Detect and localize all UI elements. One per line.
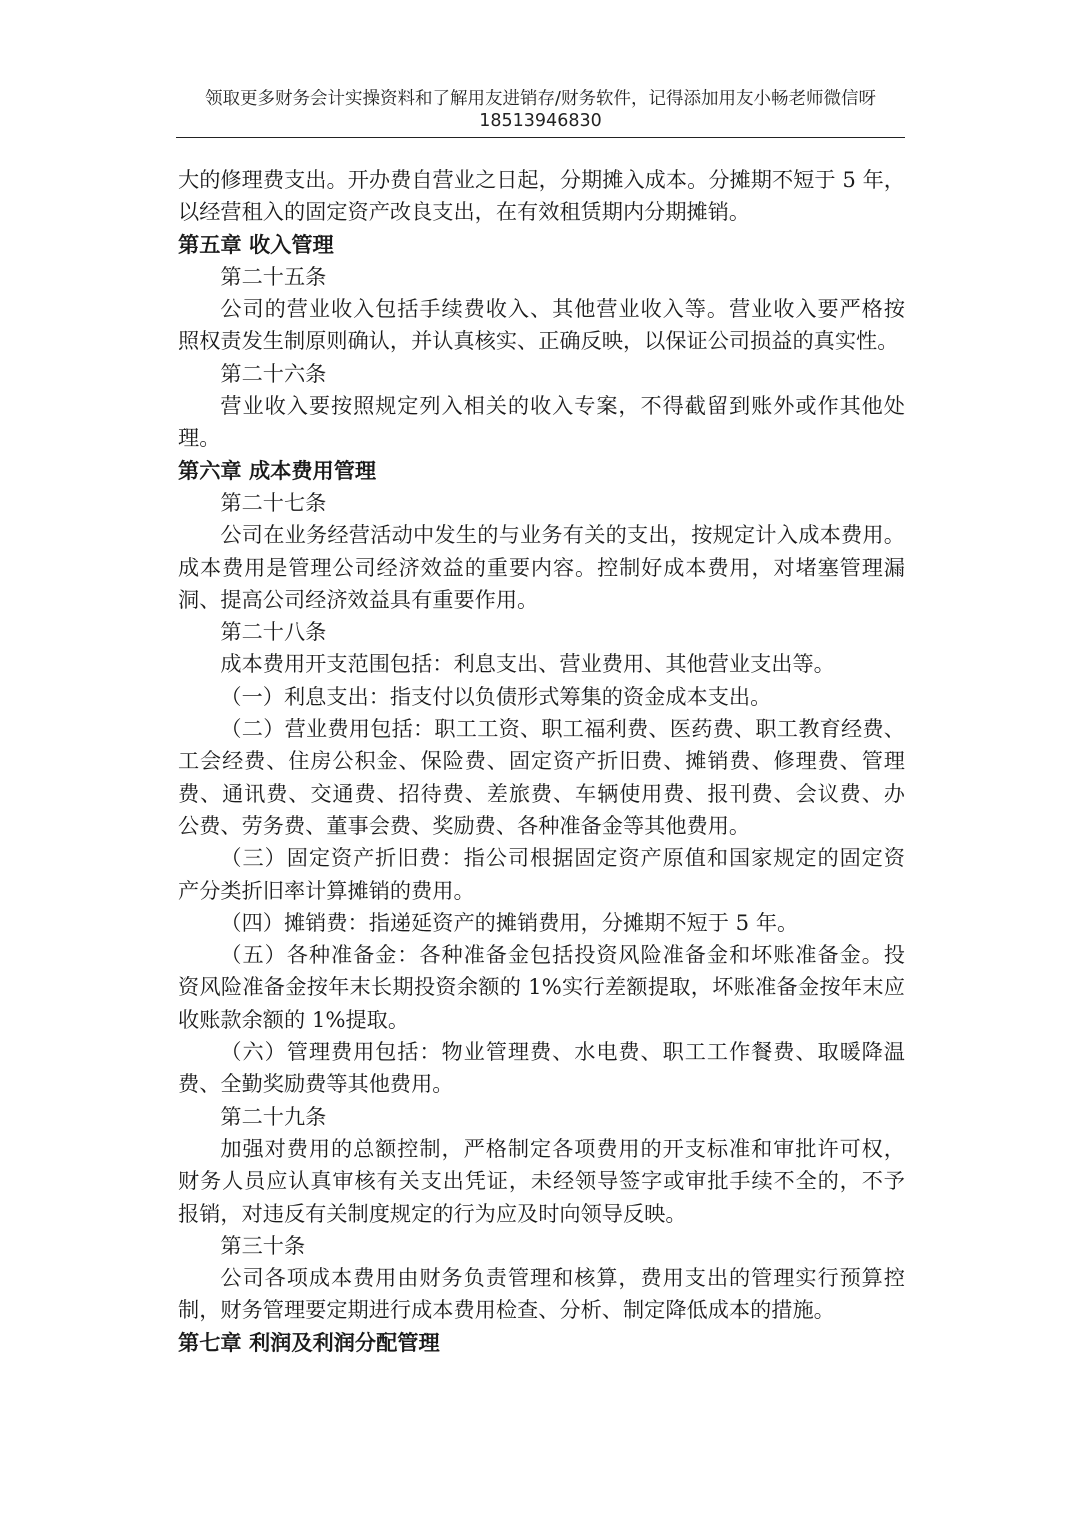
paragraph <box>178 519 905 616</box>
paragraph <box>178 842 905 907</box>
text-line: 以经营租入的固定资产改良支出，在有效租赁期内分期摊销。 <box>178 199 751 225</box>
text-line: 营业收入要按照规定列入相关的收入专案，不得截留到账外或作其他处 <box>220 393 905 419</box>
paragraph <box>178 1133 905 1230</box>
paragraph <box>178 713 905 842</box>
text-line: （三）固定资产折旧费：指公司根据固定资产原值和国家规定的固定资 <box>220 845 905 871</box>
chapter-heading: 第六章 成本费用管理 <box>178 457 377 483</box>
article-number: 第三十条 <box>220 1232 306 1258</box>
text-line: 产分类折旧率计算摊销的费用。 <box>178 877 475 903</box>
header-phone-number: 18513946830 <box>479 111 602 131</box>
text-line: （一）利息支出：指支付以负债形式筹集的资金成本支出。 <box>220 683 772 709</box>
text-line: （四）摊销费：指递延资产的摊销费用，分摊期不短于 5 年。 <box>220 909 799 935</box>
text-line: 大的修理费支出。开办费自营业之日起，分期摊入成本。分摊期不短于 5 年， <box>178 167 905 192</box>
chapter-heading: 第七章 利润及利润分配管理 <box>178 1329 440 1355</box>
article-number: 第二十九条 <box>220 1103 327 1129</box>
text-line: 公司的营业收入包括手续费收入、其他营业收入等。营业收入要严格按 <box>220 296 905 322</box>
document-body <box>178 164 905 1359</box>
text-line: 工会经费、住房公积金、保险费、固定资产折旧费、摊销费、修理费、管理 <box>178 748 905 774</box>
text-line: （五）各种准备金：各种准备金包括投资风险准备金和坏账准备金。投 <box>220 942 905 968</box>
paragraph <box>178 648 905 680</box>
text-line: 公司在业务经营活动中发生的与业务有关的支出，按规定计入成本费用。 <box>220 522 905 548</box>
article-number: 第二十六条 <box>220 360 327 386</box>
text-line: 成本费用是管理公司经济效益的重要内容。控制好成本费用，对堵塞管理漏 <box>178 554 905 580</box>
text-line: 公费、劳务费、董事会费、奖励费、各种准备金等其他费用。 <box>178 812 751 838</box>
text-line: 公司各项成本费用由财务负责管理和核算，费用支出的管理实行预算控 <box>220 1265 905 1291</box>
text-line: 理。 <box>178 425 221 451</box>
text-line: 财务人员应认真审核有关支出凭证，未经领导签字或审批手续不全的，不予 <box>178 1168 905 1194</box>
paragraph <box>178 390 905 455</box>
text-line: 制，财务管理要定期进行成本费用检查、分析、制定降低成本的措施。 <box>178 1297 835 1323</box>
text-line: 费、全勤奖励费等其他费用。 <box>178 1071 454 1097</box>
page-header <box>176 88 905 132</box>
article-number: 第二十八条 <box>220 619 327 645</box>
text-line: （二）营业费用包括：职工工资、职工福利费、医药费、职工教育经费、 <box>220 716 905 742</box>
paragraph <box>178 1036 905 1101</box>
paragraph <box>178 939 905 1036</box>
continued-paragraph <box>178 164 905 229</box>
chapter-heading: 第五章 收入管理 <box>178 231 334 257</box>
text-line: 洞、提高公司经济效益具有重要作用。 <box>178 586 539 612</box>
text-line: 照权责发生制原则确认，并认真核实、正确反映，以保证公司损益的真实性。 <box>178 328 899 354</box>
paragraph <box>178 907 905 939</box>
paragraph <box>178 1262 905 1327</box>
text-line: 成本费用开支范围包括：利息支出、营业费用、其他营业支出等。 <box>220 651 835 677</box>
paragraph <box>178 681 905 713</box>
article-number: 第二十五条 <box>220 263 327 289</box>
article-number: 第二十七条 <box>220 489 327 515</box>
paragraph <box>178 293 905 358</box>
text-line: 收账款余额的 1%提取。 <box>178 1006 410 1032</box>
text-line: （六）管理费用包括：物业管理费、水电费、职工工作餐费、取暖降温 <box>220 1039 905 1065</box>
text-line: 加强对费用的总额控制，严格制定各项费用的开支标准和审批许可权， <box>220 1135 905 1161</box>
text-line: 资风险准备金按年末长期投资余额的 1%实行差额提取，坏账准备金按年末应 <box>178 974 905 1000</box>
text-line: 报销，对违反有关制度规定的行为应及时向领导反映。 <box>178 1200 687 1226</box>
header-promo-text: 领取更多财务会计实操资料和了解用友进销存/财务软件，记得添加用友小畅老师微信呀 <box>205 89 876 109</box>
text-line: 费、通讯费、交通费、招待费、差旅费、车辆使用费、报刊费、会议费、办 <box>178 780 905 806</box>
header-divider <box>176 137 905 138</box>
